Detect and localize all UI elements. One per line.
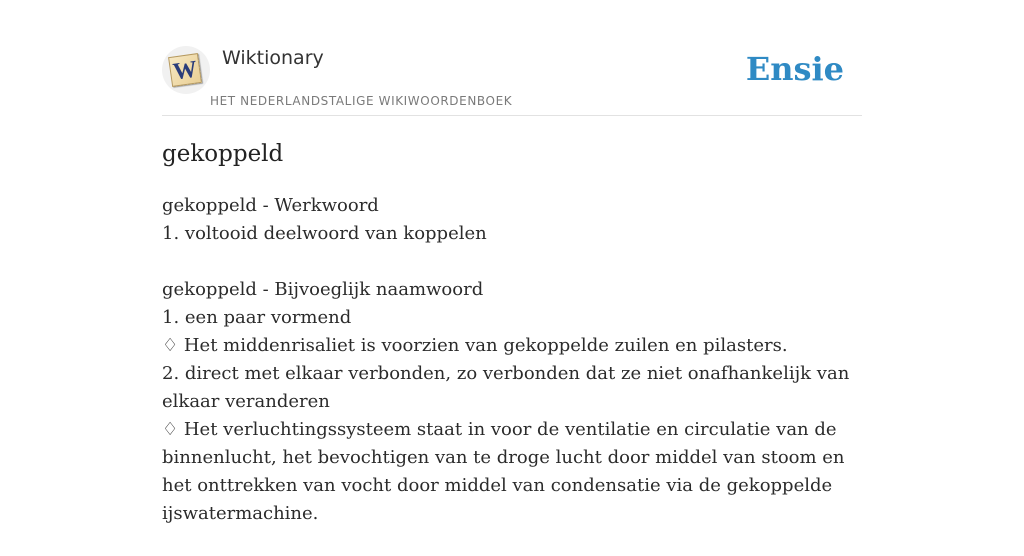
page-title: gekoppeld <box>162 141 284 167</box>
entry-werkwoord <box>162 192 862 248</box>
definition-line: 1. een paar vormend <box>162 307 352 328</box>
logo-letter: W <box>171 56 199 86</box>
example-line: ♢ Het verluchtingssysteem staat in voor de ventilatie en circulatie van de binnenlucht, het bevochtigen van te droge lucht door middel van stoom en het onttrekken van vocht door middel van condensatie via de gekoppelde ijswatermachine. <box>162 419 845 524</box>
logo-tile-icon <box>168 53 202 87</box>
site-name[interactable]: Wiktionary <box>222 47 324 69</box>
entry-heading: gekoppeld - Bijvoeglijk naamwoord <box>162 279 484 300</box>
wiktionary-logo[interactable] <box>162 46 210 94</box>
entry-bijvoeglijk-naamwoord <box>162 276 862 528</box>
definition-line: 2. direct met elkaar verbonden, zo verbonden dat ze niet onafhankelijk van elkaar veranderen <box>162 363 850 412</box>
definition-line: 1. voltooid deelwoord van koppelen <box>162 223 487 244</box>
ensie-brand-logo[interactable]: Ensie <box>745 50 844 88</box>
site-tagline: HET NEDERLANDSTALIGE WIKIWOORDENBOEK <box>210 94 513 108</box>
definition-content <box>162 192 862 556</box>
entry-heading: gekoppeld - Werkwoord <box>162 195 379 216</box>
header <box>162 0 862 116</box>
example-line: ♢ Het middenrisaliet is voorzien van gekoppelde zuilen en pilasters. <box>162 335 788 356</box>
page <box>162 0 862 524</box>
